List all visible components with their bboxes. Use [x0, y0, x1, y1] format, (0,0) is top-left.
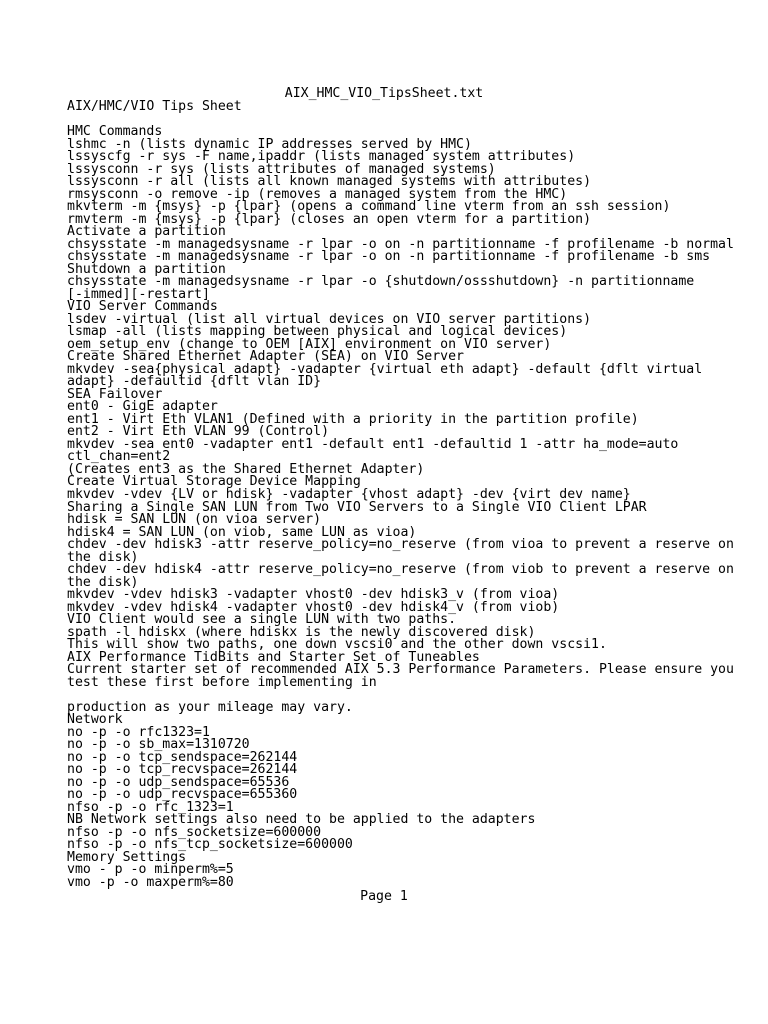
text-line: vmo -p -o maxperm%=80: [67, 874, 234, 890]
text-line: chdev -dev hdisk4 -attr reserve_policy=no_reserve (from viob to prevent a reserve on: [67, 562, 734, 578]
text-line: hdisk = SAN LUN (on vioa server): [67, 512, 322, 528]
text-line: [67, 114, 757, 127]
text-line: Create Shared Ethernet Adapter (SEA) on VIO Server: [67, 349, 464, 365]
text-line: chsysstate -m managedsysname -r lpar -o on -n partitionname -f profilename -b sms: [67, 249, 711, 265]
text-line: mkvdev -vdev hdisk4 -vadapter vhost0 -dev hdisk4_v (from viob): [67, 599, 560, 615]
document-title: AIX_HMC_VIO_TipsSheet.txt: [284, 86, 484, 101]
text-line: [-immed][-restart]: [67, 286, 210, 302]
text-line: no -p -o tcp_recvspace=262144: [67, 762, 298, 778]
text-line: chsysstate -m managedsysname -r lpar -o on -n partitionname -f profilename -b normal: [67, 236, 734, 252]
text-line: the disk): [67, 549, 139, 565]
text-line: no -p -o udp_sendspace=65536: [67, 774, 290, 790]
text-line: nfso -p -o rfc_1323=1: [67, 799, 234, 815]
text-line: Create Virtual Storage Device Mapping: [67, 474, 361, 490]
text-line: VIO Client would see a single LUN with two paths.: [67, 612, 457, 628]
page-number: Page 1: [360, 889, 408, 904]
text-line: mkvdev -sea ent0 -vadapter ent1 -default ent1 -defaultid 1 -attr ha_mode=auto: [67, 436, 679, 452]
text-line: AIX Performance TidBits and Starter Set of Tuneables: [67, 649, 480, 665]
text-line: adapt} -defaultid {dflt vlan ID}: [67, 374, 322, 390]
text-line: Shutdown a partition: [67, 261, 226, 277]
text-line: Activate a partition: [67, 224, 226, 240]
text-line: ent2 - Virt Eth VLAN 99 (Control): [67, 424, 330, 440]
document-body: [67, 101, 757, 889]
text-line: oem_setup_env (change to OEM [AIX] environment on VIO server): [67, 336, 552, 352]
text-line: nfso -p -o nfs_socketsize=600000: [67, 824, 322, 840]
text-line: nfso -p -o nfs_tcp_socketsize=600000: [67, 837, 353, 853]
text-line: HMC Commands: [67, 124, 163, 140]
text-line: production as your mileage may vary.: [67, 699, 353, 715]
text-line: no -p -o udp_recvspace=655360: [67, 787, 298, 803]
text-line: mkvterm -m {msys} -p {lpar} (opens a command line vterm from an ssh session): [67, 199, 671, 215]
text-line: lssyscfg -r sys -F name,ipaddr (lists managed system attributes): [67, 149, 576, 165]
text-line: mkvdev -sea{physical adapt} -vadapter {virtual eth adapt} -default {dflt virtual: [67, 361, 703, 377]
text-line: chdev -dev hdisk3 -attr reserve_policy=no_reserve (from vioa to prevent a reserve on: [67, 537, 734, 553]
text-line: Memory Settings: [67, 849, 187, 865]
text-line: test these first before implementing in: [67, 674, 377, 690]
text-line: mkvdev -vdev hdisk3 -vadapter vhost0 -dev hdisk3_v (from vioa): [67, 587, 560, 603]
text-line: spath -l hdiskx (where hdiskx is the newly discovered disk): [67, 624, 536, 640]
text-line: rmvterm -m {msys} -p {lpar} (closes an open vterm for a partition): [67, 211, 592, 227]
text-line: NB Network settings also need to be applied to the adapters: [67, 812, 536, 828]
text-line: no -p -o sb_max=1310720: [67, 737, 250, 753]
text-line: the disk): [67, 574, 139, 590]
text-line: Sharing a Single SAN LUN from Two VIO Servers to a Single VIO Client LPAR: [67, 499, 647, 515]
text-line: vmo - p -o minperm%=5: [67, 862, 234, 878]
text-line: rmsysconn -o remove -ip (removes a managed system from the HMC): [67, 186, 568, 202]
text-line: SEA Failover: [67, 386, 163, 402]
text-line: Current starter set of recommended AIX 5.3 Performance Parameters. Please ensure you: [67, 662, 734, 678]
text-line: no -p -o tcp_sendspace=262144: [67, 749, 298, 765]
text-line: mkvdev -vdev {LV or hdisk} -vadapter {vhost adapt} -dev {virt dev name}: [67, 486, 631, 502]
text-line: Network: [67, 712, 123, 728]
text-line: This will show two paths, one down vscsi0 and the other down vscsi1.: [67, 637, 607, 653]
text-line: lssysconn -r all (lists all known managed systems with attributes): [67, 174, 592, 190]
text-line: ent1 - Virt Eth VLAN1 (Defined with a priority in the partition profile): [67, 411, 639, 427]
text-line: lsdev -virtual (list all virtual devices on VIO server partitions): [67, 311, 592, 327]
text-line: AIX/HMC/VIO Tips Sheet: [67, 99, 242, 114]
text-line: lsmap -all (lists mapping between physical and logical devices): [67, 324, 568, 340]
text-line: no -p -o rfc1323=1: [67, 724, 210, 740]
text-line: chsysstate -m managedsysname -r lpar -o {shutdown/ossshutdown} -n partitionname: [67, 274, 695, 290]
text-line: lssysconn -r sys (lists attributes of managed systems): [67, 161, 496, 177]
text-line: (Creates ent3 as the Shared Ethernet Adapter): [67, 461, 425, 477]
text-line: hdisk4 = SAN LUN (on viob, same LUN as vioa): [67, 524, 417, 540]
text-line: ent0 - GigE adapter: [67, 399, 218, 415]
text-line: VIO Server Commands: [67, 299, 218, 315]
text-line: lshmc -n (lists dynamic IP addresses served by HMC): [67, 136, 472, 152]
text-line: ctl_chan=ent2: [67, 449, 171, 465]
